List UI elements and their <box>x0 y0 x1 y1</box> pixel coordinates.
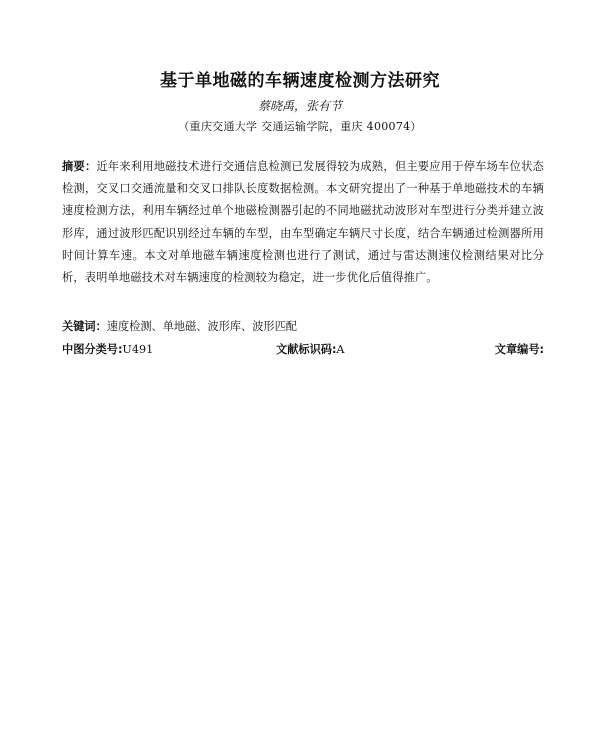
paper-authors: 蔡晓禹，张有节 <box>257 99 342 113</box>
clc-number <box>62 342 153 358</box>
keywords-label: 关键词： <box>62 320 107 333</box>
abstract-text: 近年来利用地磁技术进行交通信息检测已发展得较为成熟，但主要应用于停车场车位状态检测，交叉口交通流量和交叉口排队长度数据检测。本文研究提出了一种基于单地磁技术的车辆速度检测方法，利用车辆经过单个地磁检测器引起的不同地磁扰动波形对车型进行分类并建立波形库，通过波形匹配识别经过车辆的车型，由车型确定车辆尺寸长度，结合车辆通过检测器所用时间计算车速。本文对单地磁车辆速度检测也进行了测试，通过与雷达测速仪检测结果对比分析，表明单地磁技术对车辆速度的检测较为稳定，进一步优化后值得推广。 <box>62 160 544 285</box>
abstract-label: 摘要： <box>62 160 97 173</box>
clc-value: U491 <box>122 343 154 356</box>
doc-code-label: 文献标识码: <box>276 343 337 356</box>
article-number <box>495 342 544 358</box>
paper-title: 基于单地磁的车辆速度检测方法研究 <box>160 71 440 91</box>
keywords-text: 速度检测、单地磁、波形库、波形匹配 <box>106 320 297 333</box>
classification-row <box>62 342 544 358</box>
abstract-block <box>62 156 544 289</box>
clc-label: 中图分类号: <box>62 343 123 356</box>
keywords-block <box>62 319 544 335</box>
doc-code-value: A <box>336 343 345 356</box>
paper-affiliation: （重庆交通大学 交通运输学院，重庆 400074） <box>178 120 422 133</box>
document-code <box>276 342 345 358</box>
article-no-label: 文章编号: <box>494 343 544 356</box>
